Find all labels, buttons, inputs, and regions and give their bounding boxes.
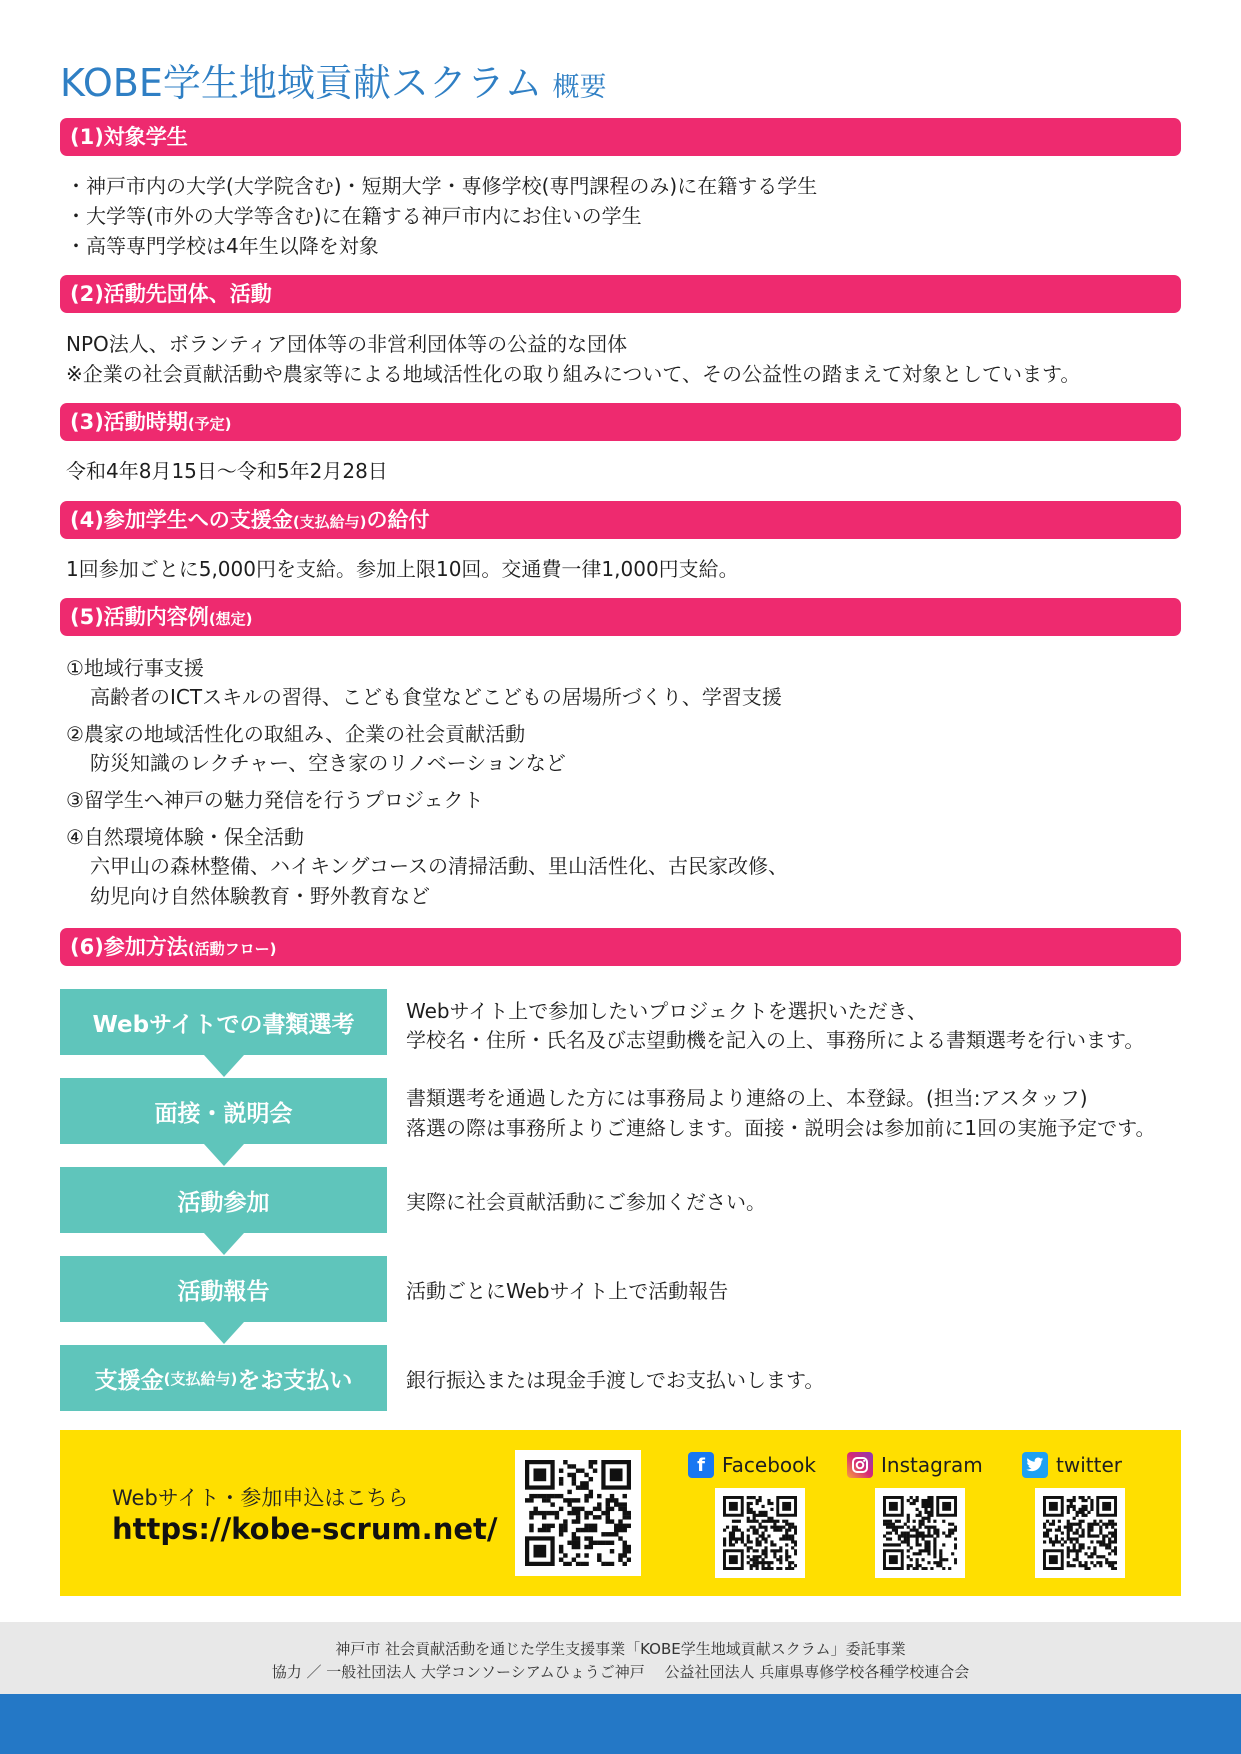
flow-step-interview: 面接・説明会	[60, 1078, 387, 1144]
section-header-participation: (6)参加方法(活動フロー)	[60, 928, 1181, 966]
s5-item-head: ①地域行事支援	[66, 656, 204, 680]
facebook-icon: f	[688, 1452, 714, 1478]
footer-line-commission: 神戸市 社会貢献活動を通じた学生支援事業「KOBE学生地域貢献スクラム」委託事業	[335, 1640, 906, 1658]
twitter-icon	[1022, 1452, 1048, 1478]
instagram-icon	[847, 1452, 873, 1478]
section-header-target-students: (1)対象学生	[60, 118, 1181, 156]
s5-item-sub: 防災知識のレクチャー、空き家のリノベーションなど	[90, 751, 566, 775]
flow-arrow	[204, 1322, 244, 1344]
s2-line: NPO法人、ボランティア団体等の非営利団体等の公益的な団体	[66, 332, 628, 356]
flow-arrow	[204, 1233, 244, 1255]
facebook-label[interactable]: f Facebook	[688, 1452, 816, 1478]
flow-desc: 実際に社会貢献活動にご参加ください。	[406, 1190, 766, 1214]
footer-line-cooperation: 協力 ／ 一般社団法人 大学コンソーシアムひょうご神戸 公益社団法人 兵庫県専修学校各種学校連合会	[271, 1663, 970, 1681]
s5-item-head: ②農家の地域活性化の取組み、企業の社会貢献活動	[66, 722, 526, 746]
footer-bar	[0, 1694, 1241, 1754]
s1-line: ・高等専門学校は4年生以降を対象	[66, 234, 379, 258]
s1-line: ・神戸市内の大学(大学院含む)・短期大学・専修学校(専門課程のみ)に在籍する学生	[66, 174, 818, 198]
flow-desc: Webサイト上で参加したいプロジェクトを選択いただき、	[406, 999, 928, 1023]
website-banner	[60, 1430, 1181, 1596]
s2-line: ※企業の社会貢献活動や農家等による地域活性化の取り組みについて、その公益性の踏まえて対象としています。	[66, 362, 1081, 386]
s1-line: ・大学等(市外の大学等含む)に在籍する神戸市内にお住いの学生	[66, 204, 642, 228]
flow-desc: 学校名・住所・氏名及び志望動機を記入の上、事務所による書類選考を行います。	[406, 1028, 1145, 1052]
website-url-link[interactable]: https://kobe-scrum.net/	[112, 1512, 498, 1546]
facebook-qr-code	[715, 1488, 805, 1578]
section-header-activity-examples: (5)活動内容例(想定)	[60, 598, 1181, 636]
flow-desc: 書類選考を通過した方には事務局より連絡の上、本登録。(担当:アスタッフ)	[406, 1086, 1088, 1110]
twitter-qr-code	[1035, 1488, 1125, 1578]
title-main: KOBE学生地域貢献スクラム	[60, 61, 543, 105]
twitter-label[interactable]: twitter	[1022, 1452, 1122, 1478]
section-header-organizations: (2)活動先団体、活動	[60, 275, 1181, 313]
flow-step-document-screening: Webサイトでの書類選考	[60, 989, 387, 1055]
s5-item-head: ③留学生へ神戸の魅力発信を行うプロジェクト	[66, 788, 484, 812]
s5-item-head: ④自然環境体験・保全活動	[66, 825, 304, 849]
flow-desc: 活動ごとにWebサイト上で活動報告	[406, 1279, 729, 1303]
title-sub: 概要	[552, 72, 607, 103]
s3-line: 令和4年8月15日～令和5年2月28日	[66, 459, 388, 483]
flow-step-payment: 支援金 (支払給与) をお支払い	[60, 1345, 387, 1411]
s5-item-sub: 幼児向け自然体験教育・野外教育など	[90, 884, 430, 908]
s5-item-sub: 高齢者のICTスキルの習得、こども食堂などこどもの居場所づくり、学習支援	[90, 685, 782, 709]
s4-line: 1回参加ごとに5,000円を支給。参加上限10回。交通費一律1,000円支給。	[66, 557, 739, 581]
page-title	[60, 52, 606, 107]
website-qr-code	[515, 1450, 641, 1576]
flow-arrow	[204, 1055, 244, 1077]
instagram-label[interactable]: Instagram	[847, 1452, 983, 1478]
website-label: Webサイト・参加申込はこちら	[112, 1486, 409, 1510]
flow-desc: 落選の際は事務所よりご連絡します。面接・説明会は参加前に1回の実施予定です。	[406, 1116, 1156, 1140]
flow-desc: 銀行振込または現金手渡しでお支払いします。	[406, 1368, 825, 1392]
s5-item-sub: 六甲山の森林整備、ハイキングコースの清掃活動、里山活性化、古民家改修、	[90, 854, 788, 878]
instagram-qr-code	[875, 1488, 965, 1578]
section-header-period: (3)活動時期(予定)	[60, 403, 1181, 441]
flow-step-report: 活動報告	[60, 1256, 387, 1322]
flow-arrow	[204, 1144, 244, 1166]
section-header-allowance: (4)参加学生への支援金(支払給与)の給付	[60, 501, 1181, 539]
flow-step-participation: 活動参加	[60, 1167, 387, 1233]
